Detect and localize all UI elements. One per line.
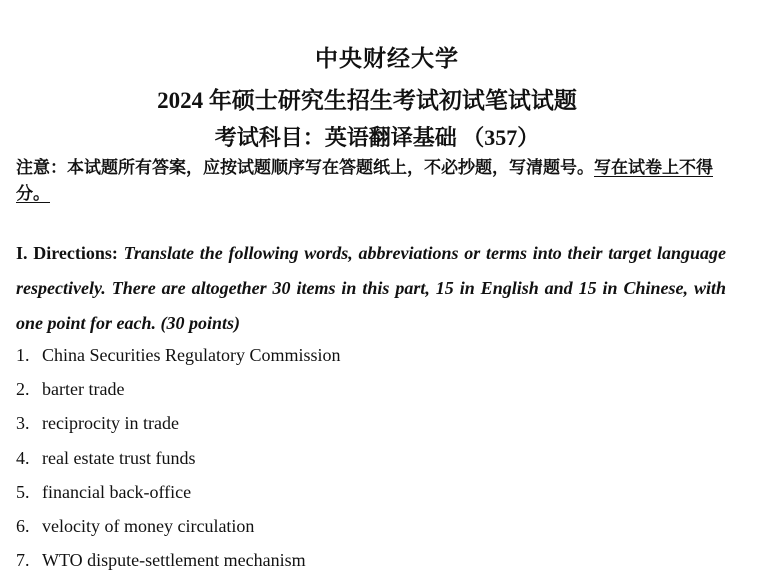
item-text: velocity of money circulation — [42, 515, 255, 536]
section-instructions: Translate the following words, abbreviations or terms into their target language respectively. There are altogether 30 items in this part, 15 in English and 15 in Chinese, with one point for each. (30 points) — [16, 243, 727, 333]
exam-subject: 考试科目：英语翻译基础 （357） — [214, 125, 540, 150]
item-text: real estate trust funds — [42, 447, 196, 468]
list-item — [16, 340, 340, 374]
item-number: 3. — [16, 413, 30, 434]
exam-notice — [16, 155, 736, 207]
exam-title: 2024 年硕士研究生招生考试初试笔试试题 — [157, 88, 577, 113]
item-text: barter trade — [42, 379, 125, 400]
list-item — [16, 545, 340, 579]
item-number: 4. — [16, 447, 30, 468]
notice-warning: 写在试卷上不得分。 — [16, 158, 713, 203]
section-directions — [16, 236, 726, 341]
school-name: 中央财经大学 — [315, 46, 459, 71]
item-number: 6. — [16, 515, 30, 536]
list-item — [16, 477, 340, 511]
item-text: financial back-office — [42, 481, 192, 502]
item-number: 1. — [16, 345, 30, 365]
list-item — [16, 374, 340, 408]
notice-text: 注意：本试题所有答案，应按试题顺序写在答题纸上，不必抄题，写清题号。 — [16, 158, 594, 177]
item-number: 5. — [16, 481, 30, 502]
item-text: reciprocity in trade — [42, 413, 179, 434]
item-number: 2. — [16, 379, 30, 400]
question-list — [16, 340, 340, 579]
section-heading: I. Directions: — [16, 243, 118, 263]
list-item — [16, 511, 340, 545]
list-item — [16, 408, 340, 442]
item-text: China Securities Regulatory Commission — [42, 345, 341, 365]
list-item — [16, 443, 340, 477]
item-number: 7. — [16, 550, 30, 571]
item-text: WTO dispute-settlement mechanism — [42, 550, 306, 571]
